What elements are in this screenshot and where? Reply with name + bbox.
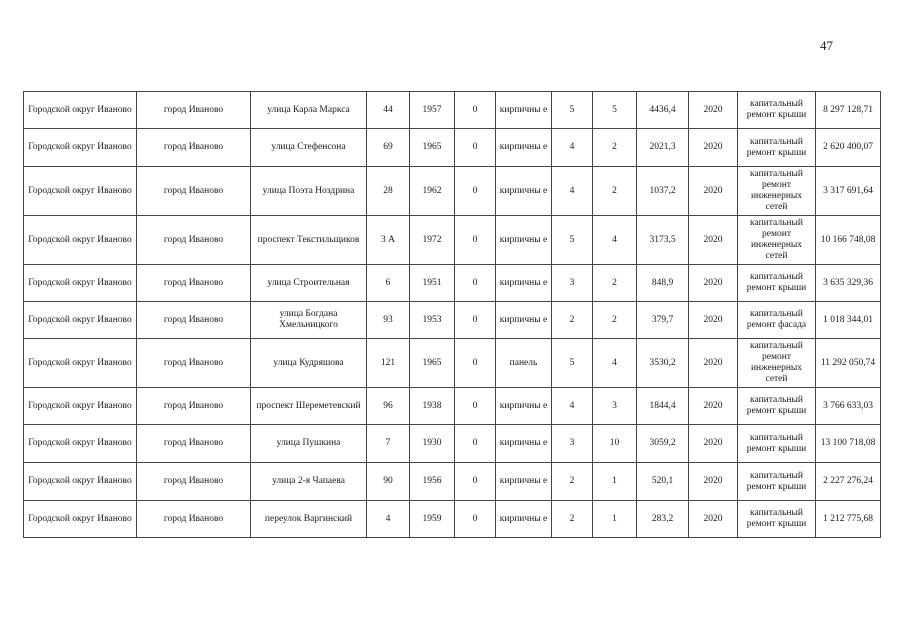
plan-year-cell: 2020 [689, 425, 738, 463]
municipality-cell: Городской округ Иваново [24, 339, 137, 388]
cost-cell: 11 292 050,74 [816, 339, 881, 388]
entrances-cell: 5 [593, 92, 637, 129]
wall-material-cell: кирпичны е [496, 388, 552, 425]
table-row [24, 92, 881, 129]
work-type-cell: капитальный ремонт крыши [738, 129, 816, 167]
house-number-cell: 90 [367, 463, 410, 501]
entrances-cell: 2 [593, 167, 637, 216]
zero-cell: 0 [455, 302, 496, 339]
zero-cell: 0 [455, 501, 496, 538]
cost-cell: 10 166 748,08 [816, 216, 881, 265]
entrances-cell: 3 [593, 388, 637, 425]
work-type-cell: капитальный ремонт инженерных сетей [738, 339, 816, 388]
locality-cell: город Иваново [137, 167, 251, 216]
zero-cell: 0 [455, 92, 496, 129]
locality-cell: город Иваново [137, 388, 251, 425]
table-row [24, 388, 881, 425]
municipality-cell: Городской округ Иваново [24, 425, 137, 463]
entrances-cell: 2 [593, 302, 637, 339]
table-row [24, 302, 881, 339]
area-cell: 379,7 [637, 302, 689, 339]
build-year-cell: 1962 [410, 167, 455, 216]
plan-year-cell: 2020 [689, 463, 738, 501]
street-cell: переулок Варгинский [251, 501, 367, 538]
area-cell: 3530,2 [637, 339, 689, 388]
wall-material-cell: панель [496, 339, 552, 388]
municipality-cell: Городской округ Иваново [24, 463, 137, 501]
table-row [24, 265, 881, 302]
entrances-cell: 1 [593, 501, 637, 538]
street-cell: улица Строительная [251, 265, 367, 302]
entrances-cell: 10 [593, 425, 637, 463]
build-year-cell: 1930 [410, 425, 455, 463]
floors-cell: 5 [552, 92, 593, 129]
table-row [24, 167, 881, 216]
locality-cell: город Иваново [137, 302, 251, 339]
house-number-cell: 4 [367, 501, 410, 538]
street-cell: улица Богдана Хмельницкого [251, 302, 367, 339]
street-cell: улица Поэта Ноздрина [251, 167, 367, 216]
plan-year-cell: 2020 [689, 302, 738, 339]
street-cell: улица Кудряшова [251, 339, 367, 388]
street-cell: проспект Шереметевский [251, 388, 367, 425]
table-row [24, 216, 881, 265]
municipality-cell: Городской округ Иваново [24, 216, 137, 265]
plan-year-cell: 2020 [689, 265, 738, 302]
build-year-cell: 1957 [410, 92, 455, 129]
area-cell: 1844,4 [637, 388, 689, 425]
entrances-cell: 2 [593, 129, 637, 167]
floors-cell: 4 [552, 167, 593, 216]
wall-material-cell: кирпичны е [496, 265, 552, 302]
house-number-cell: 96 [367, 388, 410, 425]
cost-cell: 1 018 344,01 [816, 302, 881, 339]
work-type-cell: капитальный ремонт фасада [738, 302, 816, 339]
table-row [24, 129, 881, 167]
wall-material-cell: кирпичны е [496, 167, 552, 216]
cost-cell: 3 766 633,03 [816, 388, 881, 425]
work-type-cell: капитальный ремонт крыши [738, 92, 816, 129]
plan-year-cell: 2020 [689, 167, 738, 216]
cost-cell: 1 212 775,68 [816, 501, 881, 538]
build-year-cell: 1972 [410, 216, 455, 265]
zero-cell: 0 [455, 129, 496, 167]
municipality-cell: Городской округ Иваново [24, 501, 137, 538]
entrances-cell: 2 [593, 265, 637, 302]
municipality-cell: Городской округ Иваново [24, 265, 137, 302]
wall-material-cell: кирпичны е [496, 501, 552, 538]
housing-repair-table [23, 91, 881, 538]
floors-cell: 5 [552, 339, 593, 388]
locality-cell: город Иваново [137, 216, 251, 265]
zero-cell: 0 [455, 167, 496, 216]
floors-cell: 2 [552, 302, 593, 339]
work-type-cell: капитальный ремонт крыши [738, 501, 816, 538]
zero-cell: 0 [455, 425, 496, 463]
plan-year-cell: 2020 [689, 92, 738, 129]
floors-cell: 2 [552, 463, 593, 501]
house-number-cell: 44 [367, 92, 410, 129]
area-cell: 848,9 [637, 265, 689, 302]
zero-cell: 0 [455, 388, 496, 425]
zero-cell: 0 [455, 216, 496, 265]
locality-cell: город Иваново [137, 501, 251, 538]
area-cell: 3173,5 [637, 216, 689, 265]
wall-material-cell: кирпичны е [496, 129, 552, 167]
cost-cell: 13 100 718,08 [816, 425, 881, 463]
area-cell: 2021,3 [637, 129, 689, 167]
plan-year-cell: 2020 [689, 339, 738, 388]
work-type-cell: капитальный ремонт крыши [738, 463, 816, 501]
locality-cell: город Иваново [137, 92, 251, 129]
area-cell: 4436,4 [637, 92, 689, 129]
work-type-cell: капитальный ремонт инженерных сетей [738, 216, 816, 265]
floors-cell: 4 [552, 388, 593, 425]
entrances-cell: 4 [593, 216, 637, 265]
wall-material-cell: кирпичны е [496, 216, 552, 265]
cost-cell: 8 297 128,71 [816, 92, 881, 129]
street-cell: улица 2-я Чапаева [251, 463, 367, 501]
cost-cell: 3 317 691,64 [816, 167, 881, 216]
wall-material-cell: кирпичны е [496, 425, 552, 463]
area-cell: 1037,2 [637, 167, 689, 216]
cost-cell: 2 227 276,24 [816, 463, 881, 501]
table-row [24, 501, 881, 538]
wall-material-cell: кирпичны е [496, 302, 552, 339]
area-cell: 3059,2 [637, 425, 689, 463]
municipality-cell: Городской округ Иваново [24, 92, 137, 129]
street-cell: проспект Текстильщиков [251, 216, 367, 265]
house-number-cell: 28 [367, 167, 410, 216]
house-number-cell: 6 [367, 265, 410, 302]
plan-year-cell: 2020 [689, 129, 738, 167]
work-type-cell: капитальный ремонт крыши [738, 388, 816, 425]
street-cell: улица Пушкина [251, 425, 367, 463]
plan-year-cell: 2020 [689, 501, 738, 538]
street-cell: улица Карла Маркса [251, 92, 367, 129]
wall-material-cell: кирпичны е [496, 92, 552, 129]
work-type-cell: капитальный ремонт инженерных сетей [738, 167, 816, 216]
municipality-cell: Городской округ Иваново [24, 302, 137, 339]
work-type-cell: капитальный ремонт крыши [738, 265, 816, 302]
build-year-cell: 1951 [410, 265, 455, 302]
page-number: 47 [820, 38, 833, 53]
floors-cell: 3 [552, 425, 593, 463]
zero-cell: 0 [455, 265, 496, 302]
wall-material-cell: кирпичны е [496, 463, 552, 501]
house-number-cell: 121 [367, 339, 410, 388]
locality-cell: город Иваново [137, 425, 251, 463]
municipality-cell: Городской округ Иваново [24, 129, 137, 167]
area-cell: 283,2 [637, 501, 689, 538]
house-number-cell: 3 А [367, 216, 410, 265]
zero-cell: 0 [455, 463, 496, 501]
floors-cell: 4 [552, 129, 593, 167]
table-row [24, 463, 881, 501]
build-year-cell: 1956 [410, 463, 455, 501]
street-cell: улица Стефенсона [251, 129, 367, 167]
house-number-cell: 69 [367, 129, 410, 167]
build-year-cell: 1953 [410, 302, 455, 339]
locality-cell: город Иваново [137, 463, 251, 501]
zero-cell: 0 [455, 339, 496, 388]
cost-cell: 2 620 400,07 [816, 129, 881, 167]
floors-cell: 3 [552, 265, 593, 302]
locality-cell: город Иваново [137, 129, 251, 167]
table-row [24, 339, 881, 388]
cost-cell: 3 635 329,36 [816, 265, 881, 302]
locality-cell: город Иваново [137, 265, 251, 302]
plan-year-cell: 2020 [689, 388, 738, 425]
build-year-cell: 1938 [410, 388, 455, 425]
entrances-cell: 4 [593, 339, 637, 388]
entrances-cell: 1 [593, 463, 637, 501]
work-type-cell: капитальный ремонт крыши [738, 425, 816, 463]
house-number-cell: 93 [367, 302, 410, 339]
floors-cell: 5 [552, 216, 593, 265]
build-year-cell: 1965 [410, 129, 455, 167]
municipality-cell: Городской округ Иваново [24, 388, 137, 425]
municipality-cell: Городской округ Иваново [24, 167, 137, 216]
area-cell: 520,1 [637, 463, 689, 501]
plan-year-cell: 2020 [689, 216, 738, 265]
build-year-cell: 1965 [410, 339, 455, 388]
locality-cell: город Иваново [137, 339, 251, 388]
floors-cell: 2 [552, 501, 593, 538]
house-number-cell: 7 [367, 425, 410, 463]
table-row [24, 425, 881, 463]
build-year-cell: 1959 [410, 501, 455, 538]
